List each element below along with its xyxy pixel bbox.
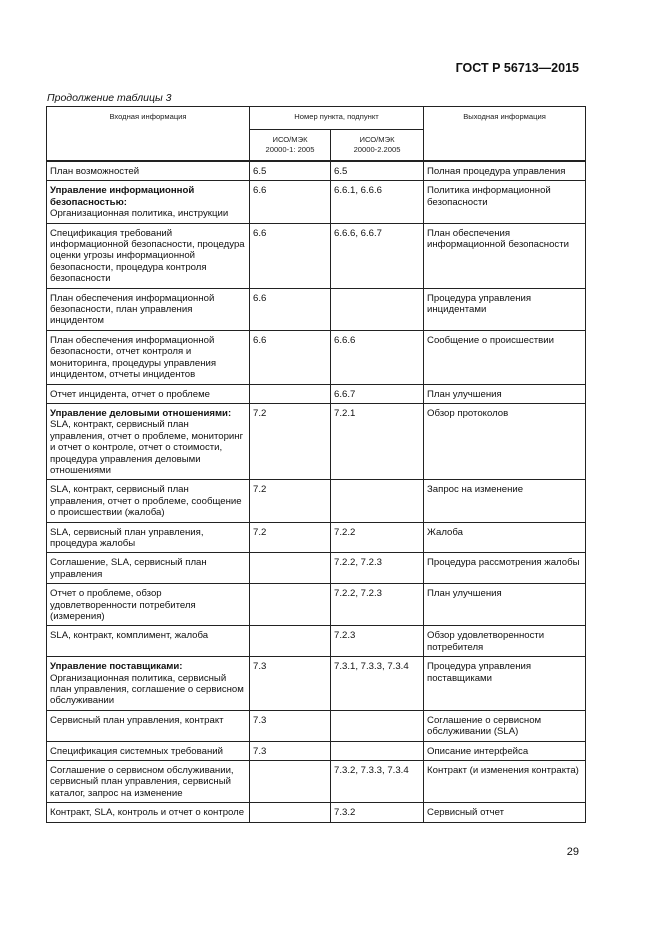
- table-caption: Продолжение таблицы 3: [47, 92, 172, 104]
- cell-iso-20000-2: 7.2.2, 7.2.3: [331, 584, 424, 626]
- section-heading: Управление деловыми отношениями:: [50, 407, 232, 419]
- cell-iso-20000-2: 7.2.1: [331, 403, 424, 479]
- cell-output: Обзор удовлетворенности потребителя: [424, 626, 586, 657]
- page-number: 29: [566, 846, 579, 858]
- cell-output: Процедура управления инцидентами: [424, 288, 586, 330]
- cell-iso-20000-2: [331, 741, 424, 760]
- cell-input: [47, 710, 250, 741]
- cell-iso-20000-2: 7.3.2, 7.3.3, 7.3.4: [331, 761, 424, 803]
- table-row: [47, 223, 586, 288]
- input-text: Спецификация требований информационной безопасности, процедура оценки угрозы информационной безопасности, процедура контроля безопасности: [50, 227, 245, 285]
- cell-output: План улучшения: [424, 384, 586, 403]
- iso1-line1: ИСО/МЭК: [272, 135, 308, 144]
- cell-output: План обеспечения информационной безопасности: [424, 223, 586, 288]
- table-row: [47, 384, 586, 403]
- cell-iso-20000-2: [331, 480, 424, 522]
- input-text: Соглашение, SLA, сервисный план управления: [50, 557, 207, 580]
- input-text: Спецификация системных требований: [50, 745, 223, 757]
- cell-input: [47, 584, 250, 626]
- cell-iso-20000-2: 6.6.6, 6.6.7: [331, 223, 424, 288]
- cell-iso-20000-1: 6.6: [250, 181, 331, 223]
- table-row: [47, 657, 586, 711]
- iso1-line2: 20000-1: 2005: [265, 145, 315, 154]
- table-row: [47, 710, 586, 741]
- table-row: [47, 626, 586, 657]
- cell-input: [47, 181, 250, 223]
- table-row: [47, 803, 586, 822]
- section-heading: Управление поставщиками:: [50, 661, 183, 673]
- input-text: Отчет инцидента, отчет о проблеме: [50, 388, 211, 400]
- table-row: [47, 161, 586, 181]
- document-code: ГОСТ Р 56713—2015: [455, 61, 579, 75]
- iso2-line1: ИСО/МЭК: [359, 135, 395, 144]
- cell-output: Сервисный отчет: [424, 803, 586, 822]
- table-row: [47, 584, 586, 626]
- cell-output: Запрос на изменение: [424, 480, 586, 522]
- cell-iso-20000-2: 7.2.2: [331, 522, 424, 553]
- input-text: SLA, сервисный план управления, процедура жалобы: [50, 526, 204, 549]
- cell-iso-20000-1: [250, 761, 331, 803]
- cell-iso-20000-1: 6.6: [250, 288, 331, 330]
- cell-iso-20000-1: [250, 584, 331, 626]
- column-header-iso-20000-2: [331, 130, 424, 162]
- table-row: [47, 741, 586, 760]
- table-row: [47, 330, 586, 384]
- table-row: [47, 181, 586, 223]
- cell-iso-20000-1: [250, 626, 331, 657]
- cell-output: Жалоба: [424, 522, 586, 553]
- cell-iso-20000-2: 7.3.2: [331, 803, 424, 822]
- cell-iso-20000-1: [250, 553, 331, 584]
- cell-iso-20000-1: 6.5: [250, 161, 331, 181]
- cell-output: Процедура управления поставщиками: [424, 657, 586, 711]
- cell-output: Обзор протоколов: [424, 403, 586, 479]
- cell-iso-20000-2: [331, 710, 424, 741]
- section-heading: Управление информационной безопасностью:: [50, 185, 195, 208]
- cell-iso-20000-1: 7.2: [250, 403, 331, 479]
- cell-output: Соглашение о сервисном обслуживании (SLA): [424, 710, 586, 741]
- cell-iso-20000-2: 7.2.3: [331, 626, 424, 657]
- cell-iso-20000-1: 7.3: [250, 657, 331, 711]
- cell-input: [47, 403, 250, 479]
- cell-input: [47, 553, 250, 584]
- cell-iso-20000-2: 7.2.2, 7.2.3: [331, 553, 424, 584]
- input-text: Организационная политика, сервисный план управления, соглашение о сервисном обслуживании: [50, 672, 244, 707]
- input-text: Организационная политика, инструкции: [50, 208, 229, 220]
- cell-input: [47, 330, 250, 384]
- cell-output: Описание интерфейса: [424, 741, 586, 760]
- cell-input: [47, 741, 250, 760]
- cell-input: [47, 761, 250, 803]
- cell-iso-20000-1: 7.3: [250, 710, 331, 741]
- cell-iso-20000-1: 7.2: [250, 522, 331, 553]
- cell-iso-20000-2: 6.5: [331, 161, 424, 181]
- cell-input: [47, 288, 250, 330]
- cell-input: [47, 480, 250, 522]
- cell-iso-20000-1: 7.2: [250, 480, 331, 522]
- table-row: [47, 480, 586, 522]
- iso2-line2: 20000-2.2005: [353, 145, 401, 154]
- cell-output: Полная процедура управления: [424, 161, 586, 181]
- input-text: План обеспечения информационной безопасности, план управления инцидентом: [50, 292, 215, 327]
- cell-input: [47, 223, 250, 288]
- cell-input: [47, 626, 250, 657]
- column-header-number-group: Номер пункта, подпункт: [250, 107, 424, 130]
- cell-iso-20000-2: 6.6.7: [331, 384, 424, 403]
- cell-output: Политика информационной безопасности: [424, 181, 586, 223]
- cell-output: Процедура рассмотрения жалобы: [424, 553, 586, 584]
- continuation-table: [46, 106, 586, 823]
- input-text: Отчет о проблеме, обзор удовлетворенности потребителя (измерения): [50, 588, 196, 622]
- input-text: Сервисный план управления, контракт: [50, 714, 224, 726]
- table-body: [47, 161, 586, 822]
- cell-output: Контракт (и изменения контракта): [424, 761, 586, 803]
- table-row: [47, 288, 586, 330]
- cell-iso-20000-1: 6.6: [250, 330, 331, 384]
- input-text: Соглашение о сервисном обслуживании, сервисный план управления, сервисный каталог, запрос на изменение: [50, 765, 234, 799]
- input-text: SLA, контракт, сервисный план управления, отчет о проблеме, сообщение о происшествии (жалоба): [50, 484, 242, 519]
- input-text: Контракт, SLA, контроль и отчет о контроле: [50, 807, 245, 819]
- input-text: SLA, контракт, сервисный план управления, отчет о проблеме, мониторинг и отчет о контроле, отчет о стоимости, процедура управления деловыми отношениями: [50, 419, 244, 476]
- column-header-input: Входная информация: [47, 107, 250, 162]
- cell-input: [47, 657, 250, 711]
- table-row: [47, 403, 586, 479]
- cell-input: [47, 522, 250, 553]
- cell-iso-20000-1: 6.6: [250, 223, 331, 288]
- cell-iso-20000-2: 6.6.1, 6.6.6: [331, 181, 424, 223]
- cell-output: План улучшения: [424, 584, 586, 626]
- cell-iso-20000-1: 7.3: [250, 741, 331, 760]
- cell-output: Сообщение о происшествии: [424, 330, 586, 384]
- cell-input: [47, 803, 250, 822]
- column-header-iso-20000-1: [250, 130, 331, 162]
- table-row: [47, 522, 586, 553]
- input-text: SLA, контракт, комплимент, жалоба: [50, 630, 209, 642]
- table-row: [47, 761, 586, 803]
- cell-iso-20000-2: 7.3.1, 7.3.3, 7.3.4: [331, 657, 424, 711]
- cell-iso-20000-1: [250, 384, 331, 403]
- cell-iso-20000-2: [331, 288, 424, 330]
- input-text: План возможностей: [50, 166, 140, 177]
- table-row: [47, 553, 586, 584]
- cell-input: [47, 161, 250, 181]
- cell-iso-20000-1: [250, 803, 331, 822]
- input-text: План обеспечения информационной безопасности, отчет контроля и мониторинга, процедуры управления инцидентом, отчеты инцидентов: [50, 334, 217, 381]
- cell-iso-20000-2: 6.6.6: [331, 330, 424, 384]
- column-header-output: Выходная информация: [424, 107, 586, 162]
- cell-input: [47, 384, 250, 403]
